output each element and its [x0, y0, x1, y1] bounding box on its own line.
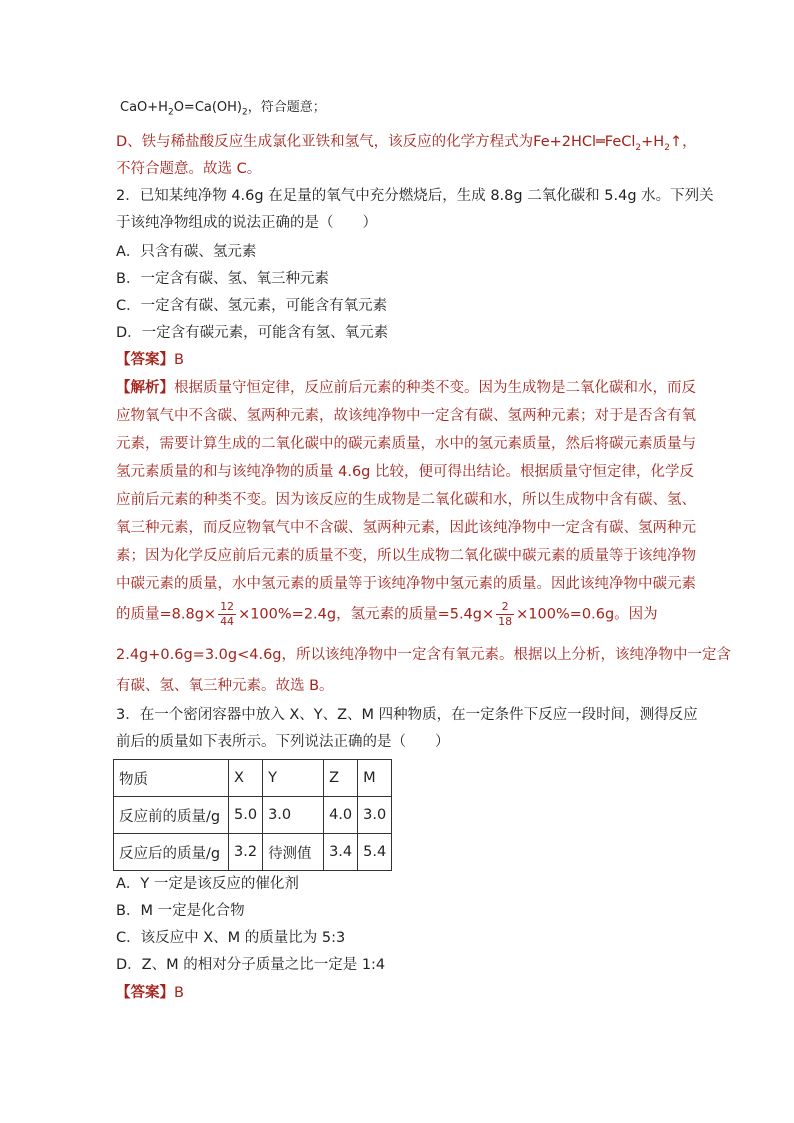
q3-stem-line-2: 前后的质量如下表所示。下列说法正确的是（ ） — [116, 734, 450, 750]
q2-analysis-line-2: 应物氧气中不含碳、氢两种元素，故该纯净物中一定含有碳、氢两种元素；对于是否含有氧 — [116, 408, 696, 424]
table-cell: 3.0 — [263, 797, 324, 834]
analysis-label: 【解析】 — [116, 380, 174, 396]
table-header-cell: X — [229, 760, 263, 797]
table-cell: 5.4 — [358, 834, 392, 871]
table-header-row — [114, 760, 392, 797]
table-cell: 5.0 — [229, 797, 263, 834]
q2-calc-line-3: 有碳、氢、氧三种元素。故选 B。 — [116, 678, 334, 694]
cao-equation: $CaO+H_2O=Ca(OH)_2$，符合题意； — [120, 100, 326, 118]
answer-label: 【答案】 — [116, 352, 174, 368]
q2-option-c: C．一定含有碳、氢元素，可能含有氧元素 — [116, 298, 388, 314]
q2-option-d: D．一定含有碳元素，可能含有氢、氧元素 — [116, 325, 389, 341]
table-cell: 4.0 — [324, 797, 358, 834]
fraction-2-18: $\frac{2}{18}$ — [498, 600, 513, 628]
q2-option-a: A．只含有碳、氢元素 — [116, 244, 257, 260]
q2-calculation-line: 的质量=8.8g× $\frac{12}{44}$ ×100%=2.4g，氢元素的质量=5.4g× $\frac{2}{18}$ ×100%=0.6g。因为 — [116, 600, 658, 628]
table-cell: 3.2 — [229, 834, 263, 871]
q3-option-d: D．Z、M 的相对分子质量之比一定是 1:4 — [116, 957, 386, 973]
table-row — [114, 834, 392, 871]
table-cell: 3.0 — [358, 797, 392, 834]
q2-analysis-line-7: 素；因为化学反应前后元素的质量不变，所以生成物二氧化碳中碳元素的质量等于该纯净物 — [116, 548, 696, 564]
q3-stem-line-1: 3．在一个密闭容器中放入 X、Y、Z、M 四种物质，在一定条件下反应一段时间，测得反应 — [116, 707, 698, 723]
table-cell: 反应后的质量/g — [114, 834, 229, 871]
q3-option-a: A．Y 一定是该反应的催化剂 — [116, 876, 299, 892]
option-d-explanation: D、铁与稀盐酸反应生成氯化亚铁和氢气，该反应的化学方程式为$Fe+2HCl═FeCl_2+H_2↑$， — [116, 134, 697, 153]
q2-analysis-line-1: 【解析】根据质量守恒定律，反应前后元素的种类不变。因为生成物是二氧化碳和水，而反 — [116, 380, 696, 396]
q3-option-b: B．M 一定是化合物 — [116, 903, 245, 919]
table-header-cell: 物质 — [114, 760, 229, 797]
q2-answer: 【答案】B — [116, 352, 184, 368]
q2-stem-line-2: 于该纯净物组成的说法正确的是（ ） — [116, 215, 377, 231]
q3-option-c: C．该反应中 X、M 的质量比为 5:3 — [116, 930, 346, 946]
q2-analysis-line-4: 氢元素质量的和与该纯净物的质量 4.6g 比较，便可得出结论。根据质量守恒定律，化学反 — [116, 464, 694, 480]
mass-table — [113, 759, 392, 871]
prev-conclusion: 不符合题意。故选 C。 — [116, 161, 262, 177]
table-header-cell: Y — [263, 760, 324, 797]
table-row — [114, 797, 392, 834]
q2-analysis-line-8: 中碳元素的质量，水中氢元素的质量等于该纯净物中氢元素的质量。因此该纯净物中碳元素 — [116, 576, 696, 592]
q2-option-b: B．一定含有碳、氢、氧三种元素 — [116, 271, 329, 287]
q2-analysis-line-3: 元素，需要计算生成的二氧化碳中的碳元素质量，水中的氢元素质量，然后将碳元素质量与 — [116, 436, 696, 452]
q2-calc-line-2: 2.4g+0.6g=3.0g<4.6g，所以该纯净物中一定含有氧元素。根据以上分析，该纯净物中一定含 — [116, 647, 732, 663]
answer-label: 【答案】 — [116, 985, 174, 1001]
table-header-cell: Z — [324, 760, 358, 797]
fraction-12-44: $\frac{12}{44}$ — [220, 600, 235, 628]
table-header-cell: M — [358, 760, 392, 797]
q3-answer: 【答案】B — [116, 985, 184, 1001]
table-cell: 3.4 — [324, 834, 358, 871]
table-cell: 反应前的质量/g — [114, 797, 229, 834]
q2-analysis-line-5: 应前后元素的种类不变。因为该反应的生成物是二氧化碳和水，所以生成物中含有碳、氢、 — [116, 492, 696, 508]
q2-analysis-line-6: 氧三种元素，而反应物氧气中不含碳、氢两种元素，因此该纯净物中一定含有碳、氢两种元 — [116, 520, 696, 536]
table-cell: 待测值 — [263, 834, 324, 871]
q2-stem-line-1: 2．已知某纯净物 4.6g 在足量的氧气中充分燃烧后，生成 8.8g 二氧化碳和 5.4g 水。下列关 — [116, 188, 714, 204]
